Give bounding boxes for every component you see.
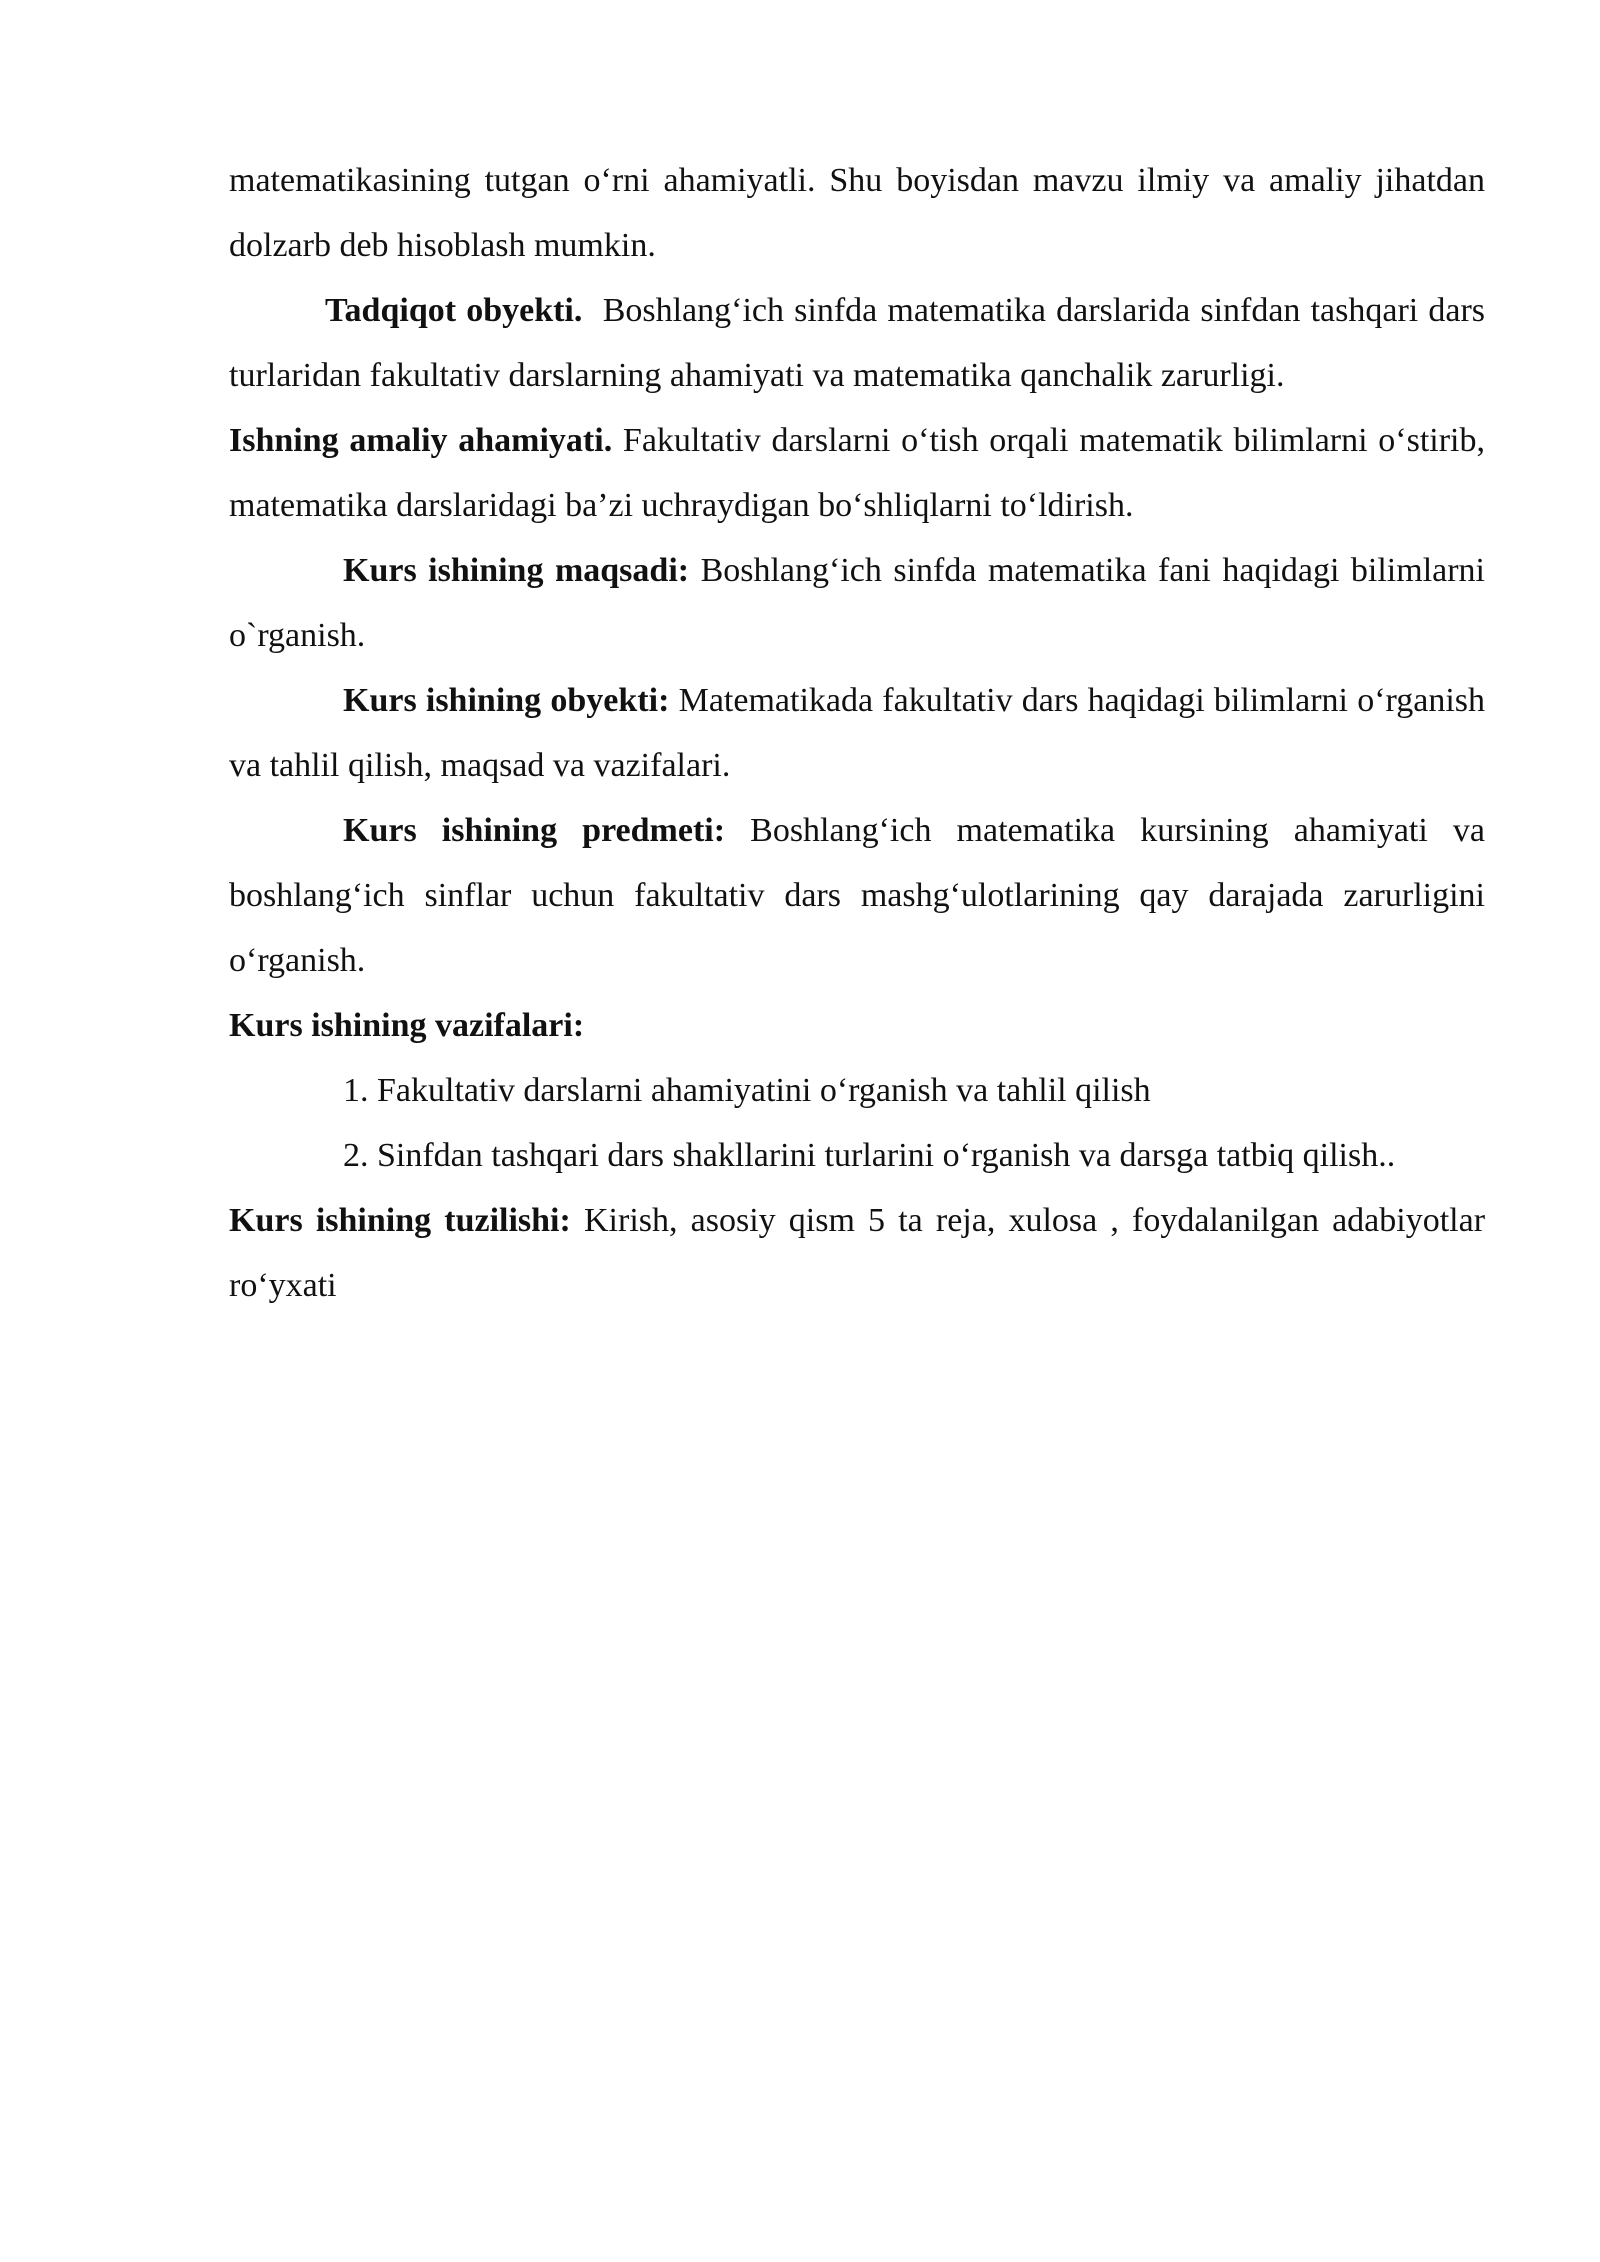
document-page: [229, 148, 1485, 1318]
paragraph-course-subject: [229, 798, 1485, 993]
course-object-label: Kurs ishining obyekti:: [343, 682, 670, 719]
course-tasks-label: Kurs ishining vazifalari:: [229, 1007, 585, 1044]
course-subject-label: Kurs ishining predmeti:: [343, 812, 726, 849]
paragraph-course-tasks: [229, 993, 1485, 1058]
paragraph-course-structure: [229, 1188, 1485, 1318]
list-item: [229, 1123, 1485, 1188]
list-item-1-text: 1. Fakultativ darslarni ahamiyatini o‘rganish va tahlil qilish: [343, 1072, 1151, 1109]
research-object-label: Tadqiqot obyekti.: [325, 292, 583, 329]
course-subject-text: Boshlang‘ich matematika kursining ahamiyati va boshlang‘ich sinflar uchun fakultativ dars mashg‘ulotlarining qay darajada zarurligini o‘rganish.: [229, 812, 1485, 979]
paragraph-practical-significance: [229, 408, 1485, 538]
course-object-text: Matematikada fakultativ dars haqidagi bilimlarni o‘rganish va tahlil qilish, maqsad va vazifalari.: [229, 682, 1486, 784]
paragraph-intro-text: matematikasining tutgan o‘rni ahamiyatli. Shu boyisdan mavzu ilmiy va amaliy jihatdan dolzarb deb hisoblash mumkin.: [229, 162, 1485, 264]
paragraph-research-object: [229, 278, 1485, 408]
list-item: [229, 1058, 1485, 1123]
practical-significance-label: Ishning amaliy ahamiyati.: [229, 422, 613, 459]
course-goal-text: Boshlang‘ich sinfda matematika fani haqidagi bilimlarni o`rganish.: [229, 552, 1486, 654]
course-structure-text: Kirish, asosiy qism 5 ta reja, xulosa , foydalanilgan adabiyotlar ro‘yxati: [229, 1202, 1486, 1304]
course-goal-label: Kurs ishining maqsadi:: [343, 552, 690, 589]
paragraph-course-object: [229, 668, 1485, 798]
practical-significance-text: Fakultativ darslarni o‘tish orqali matematik bilimlarni o‘stirib, matematika darslaridagi ba’zi uchraydigan bo‘shliqlarni to‘ldirish.: [229, 422, 1485, 524]
paragraph-course-goal: [229, 538, 1485, 668]
paragraph-intro: [229, 148, 1485, 278]
list-item-2-text: 2. Sinfdan tashqari dars shakllarini turlarini o‘rganish va darsga tatbiq qilish..: [343, 1137, 1396, 1174]
research-object-text: Boshlang‘ich sinfda matematika darslarida sinfdan tashqari dars turlaridan fakultativ darslarning ahamiyati va matematika qanchalik zarurligi.: [229, 292, 1486, 394]
course-structure-label: Kurs ishining tuzilishi:: [229, 1202, 571, 1239]
